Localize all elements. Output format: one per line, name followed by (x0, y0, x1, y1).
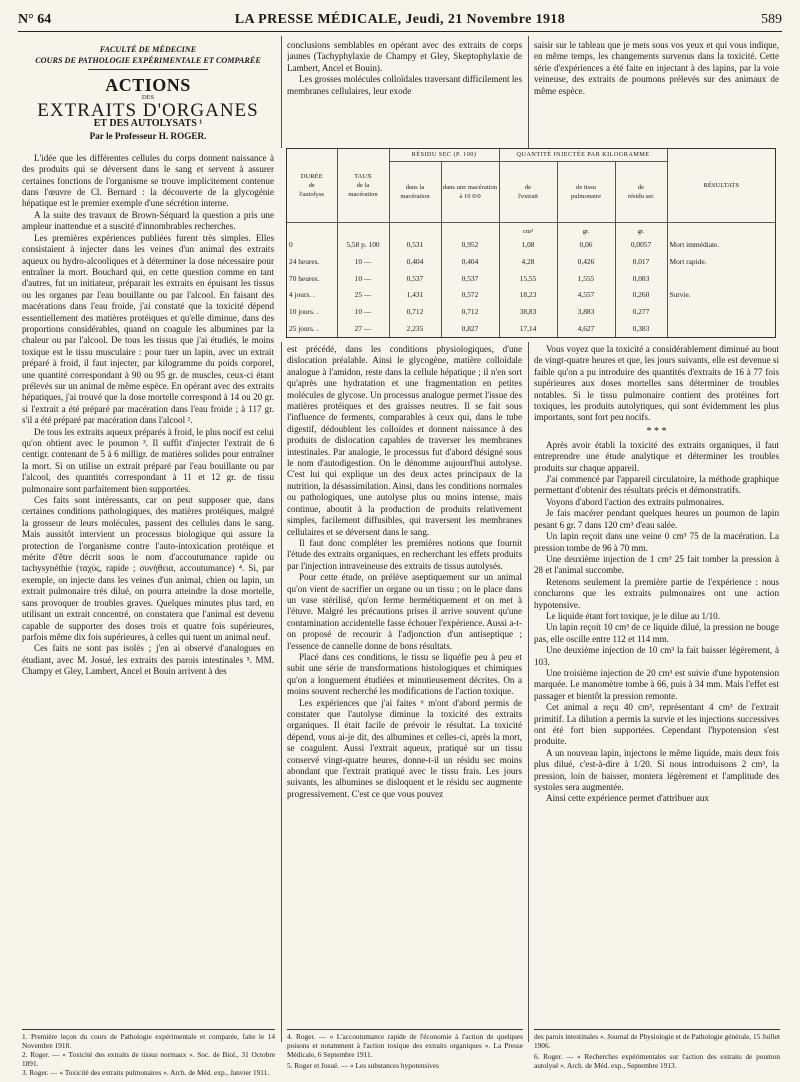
divider (88, 69, 208, 70)
table-cell: 0,827 (441, 320, 499, 337)
author-byline: Par le Professeur H. ROGER. (89, 131, 207, 142)
footnote-rule (534, 1029, 780, 1030)
paragraph: Je fais macérer pendant quelques heures un poumon de lapin pesant 6 gr. 7 dans 120 cm³ d'eau salée. (534, 508, 779, 530)
table-body (287, 236, 775, 337)
table-cell: 17,14 (499, 320, 557, 337)
column-3-top (534, 40, 780, 142)
paragraph: Vous voyez que la toxicité a considérablement diminué au bout de vingt-quatre heures et que, les jours suivants, elle est devenue si faible qu'on a pu introduire des quantités d'extraits de 16 à 77 fois supérieures aux doses mortelles sans déterminer de troubles notables. Si le tissu pulmonaire contient des protéines fort toxiques, les produits autolytiques, qui sont évidemment les plus importants, sont fort peu nocifs. (534, 344, 779, 423)
journal-title: LA PRESSE MÉDICALE, Jeudi, 21 Novembre 1918 (234, 12, 566, 27)
column-2 (287, 344, 523, 1024)
column-1 (22, 44, 275, 1026)
paragraph: saisir sur le tableau que je mets sous vos yeux et qui vous indique, en même temps, les changements survenus dans la toxicité. Cette série d'expériences a été faite en injectant à des lapins, par la voie veineuse, des extraits de poumons prélevés sur des animaux de même espèce. (534, 40, 779, 96)
col-header: à 10 0/0 (459, 192, 481, 200)
paragraph: Voyons d'abord l'action des extraits pulmonaires. (546, 496, 724, 507)
table-cell: 0,0057 (615, 236, 667, 253)
table-cell: 1,431 (389, 286, 441, 303)
paragraph: Il faut donc compléter les premières notions que fournit l'étude des extraits organiques, en recherchant les effets produits par l'injection intraveineuse des extraits de tissus autolysés. (287, 537, 522, 571)
footnote-rule (22, 1029, 275, 1030)
col-header: dans une macération (442, 183, 498, 191)
col-header: de la (356, 181, 370, 189)
table-cell: 2,235 (389, 320, 441, 337)
footnotes-col2 (287, 1032, 523, 1070)
paragraph: Cet animal a reçu 40 cm³, représentant 4 cm³ de l'extrait primitif. La dilution a permis la survie et les injections successives ont été fort bien supportées. Cependant l'hypotension s'est produite. (534, 702, 779, 747)
footnote: 1. Première leçon du cours de Pathologie expérimentale et comparée, faite le 14 Novembre 1918. (22, 1032, 275, 1050)
section-stars: * * * (646, 425, 667, 437)
col-header: résidu sec (627, 192, 655, 200)
unit-label: cm³ (499, 222, 557, 236)
paragraph: Les grosses molécules colloïdales traversant difficilement les membranes cellulaires, leur exode (287, 74, 522, 96)
table-cell: Survie. (669, 290, 691, 300)
paragraph: Un lapin reçoit dans une veine 0 cm³ 75 de la macération. La pression tombe de 96 à 70 mm. (534, 531, 779, 553)
footnote-rule (287, 1029, 523, 1030)
column-rule (528, 342, 529, 1042)
column-2-top (287, 40, 523, 142)
table-cell: 0,260 (615, 286, 667, 303)
table-cell: 70 heures. (287, 270, 337, 287)
paragraph: Après avoir établi la toxicité des extraits organiques, il faut entreprendre une étude analytique et déterminer les troubles produits sur chaque appareil. (534, 439, 779, 473)
table-cell: 0,017 (615, 253, 667, 270)
table-cell: 10 — (337, 253, 389, 270)
col-header: TAUX (354, 172, 372, 180)
table-cell: 5,58 p. 100 (337, 236, 389, 253)
footnote: 4. Roger. — « L'accoutumance rapide de l'économie à l'action de quelques poisons et notamment à l'action toxique des extraits organiques ». La Presse Médicale, 6 Septembre 1911. (287, 1032, 523, 1059)
table-cell: 0,712 (441, 303, 499, 320)
paragraph: Les expériences que j'ai faites ⁶ m'ont d'abord permis de constater que l'autolyse diminue la toxicité des extraits organiques. Il était facile de prévoir le résultat. La toxicité dépend, vous ai-je dit, des albumines et celles-ci, après la mort, se coagulent. Aussi l'extrait aqueux, pratiqué sur un tissu conservé vingt-quatre heures, donne-t-il un résidu sec moins abondant que l'extrait pratiqué avec le tissu frais. Les jours suivants, les albumines se disloquent et le résidu sec augmente progressivement. C'est ce que vous pouvez (287, 697, 522, 799)
footnote: 6. Roger. — « Recherches expérimentales sur l'action des extraits de poumon autolysé ». Arch. de Méd. exp., Septembre 1913. (534, 1052, 780, 1070)
paragraph: Ainsi cette expérience permet d'attribuer aux (546, 793, 709, 804)
paragraph: Pour cette étude, on prélève aseptiquement sur un animal qu'on vient de sacrifier un organe ou un tissu ; on le place dans un vase stérilisé, qu'on ferme hermétiquement et on met à l'étuve. Malgré les précautions prises il arrive souvent qu'une contamination accidentelle fasse échouer l'expérience. Aussi a-t-on proposé de recourir à l'adjonction d'un antiseptique ; l'essence de cannelle donne de bons résultats. (287, 572, 522, 651)
table-row (287, 286, 775, 303)
table-cell: 1,555 (557, 270, 615, 287)
paragraph: conclusions semblables en opérant avec des extraits de corps jaunes (Tachyphylaxie de Champy et Gley, Skeptophylaxie de Lambert, Ancel et Bouin). (287, 40, 522, 73)
table-cell: 0,426 (557, 253, 615, 270)
paragraph: Une troisième injection de 20 cm³ est suivie d'une hypotension marquée. Le manomètre tombe à 66, puis à 34 mm. Mais l'effet est passager et bientôt la pression remonte. (534, 667, 779, 701)
table-cell: 38,83 (499, 303, 557, 320)
page-header (18, 6, 782, 32)
unit-label: gr. (557, 222, 615, 236)
table-cell: 0,572 (441, 286, 499, 303)
table-cell: 10 jours. . (287, 303, 337, 320)
table-cell: 0 (287, 236, 337, 253)
article-title-3: ET DES AUTOLYSATS ¹ (93, 118, 203, 130)
table-cell: 0,952 (441, 236, 499, 253)
col-header: de tissu (576, 183, 596, 191)
table-cell: 4 jours. . (287, 286, 337, 303)
paragraph: A un nouveau lapin, injectons le même liquide, mais deux fois plus dilué, c'est-à-dire à 1/20. Si nous introduisons 2 cm³, la pression, loin de baisser, montera légèrement et l'amplitude des systoles sera augmentée. (534, 747, 779, 793)
footnote: 2. Roger. — « Toxicité des extraits de tissus normaux ». Soc. de Biol., 31 Octobre 1891. (22, 1050, 275, 1068)
paragraph: Les premières expériences publiées furent très simples. Elles consistaient à injecter dans les veines d'un animal des extraits aqueux ou hydro-alcooliques et à déterminer la dose nécessaire pour entraîner la mort. Bouchard qui, en cette question comme en tant d'autres, fut un initiateur, préparait les extraits en épuisant les tissus ou les organes par l'eau bouillante ou par l'alcool. En faisant des macérations dans l'eau froide, j'ai constaté que la toxicité dépend essentiellement des matières protéiques et qu'elle diminue, dans des proportions considérables, quand on coagule les albumines par la chaleur ou par l'alcool. De tous les tissus que j'ai étudiés, le moins toxique est le tissu musculaire : pour tuer un lapin, avec un extrait préparé à froid, il faut injecter, par kilogramme du poids corporel, une quantité correspondant à 90 ou 95 gr. de muscles, ceux-ci étant prélevés sur un animal de même espèce. En opérant avec des extraits hépatiques, j'ai trouvé que la dose mortelle correspond à 14 ou 20 gr. si l'extrait a été préparé par macération dans l'eau froide ; à 117 gr. s'il a été préparé par macération dans l'alcool ². (22, 232, 274, 426)
table-row (287, 320, 775, 337)
table-cell: 0,383 (615, 320, 667, 337)
table-cell: 3,883 (557, 303, 615, 320)
column-rule (281, 342, 282, 1042)
col-header: l'autolyse (299, 190, 325, 198)
paragraph: Ces faits ne sont pas isolés ; j'en ai observé d'analogues en étudiant, avec M. Josué, les extraits des parois intestinales ⁵. MM. Champy et Gley, Lambert, Ancel et Bouin arrivent à des (22, 643, 274, 677)
table-cell: 0,404 (441, 253, 499, 270)
table-cell: 4,28 (499, 253, 557, 270)
table-cell: 4,557 (557, 286, 615, 303)
table-cell (667, 270, 775, 287)
column-3 (534, 344, 780, 1026)
table-row (287, 303, 775, 320)
table-cell: 25 jours. . (287, 320, 337, 337)
paragraph: Ces faits sont intéressants, car on peut supposer que, dans certaines conditions pathologiques, des matières protéiques, malgré la grosseur de leurs molécules, passent des cellules dans le sang. Mais aussitôt intervient un processus biologique qui assure la protection de l'organisme contre l'auto-intoxication protéique et mérite d'être décrit sous le nom d'accoutumance rapide ou tachysynéthie (ταχύς, rapide ; συνήθεια, accoutumance) ⁴. Si, par exemple, on injecte dans les veines d'un animal, chien ou lapin, un extrait pulmonaire très dilué, on pourra atteindre la dose mortelle, sans provoquer de troubles graves. Quelques minutes plus tard, en utilisant un extrait concentré, on constatera que l'animal est devenu capable de supporter des doses trois et quatre fois supérieures, parfois même dix fois supérieures, à celles qui tuent un animal neuf. (22, 495, 274, 642)
table-cell: 0,404 (389, 253, 441, 270)
table-cell: 10 — (337, 303, 389, 320)
table-cell: 0,06 (557, 236, 615, 253)
paragraph: L'idée que les différentes cellules du corps donnent naissance à des produits qui se déversent dans le sang et servent à assurer certaines fonctions de l'organisme se trouve implicitement contenue dans l'œuvre de Cl. Bernard : la découverte de la glycogénie hépatique est le premier exemple d'une sécrétion interne. (22, 152, 274, 209)
table-cell: 1,08 (499, 236, 557, 253)
table-cell: Mort immédiate. (669, 239, 720, 249)
paragraph: Une deuxième injection de 10 cm³ la fait baisser légèrement, à 103. (534, 645, 779, 667)
table-cell (667, 320, 775, 337)
footnote: 3. Roger. — « Toxicité des extraits pulmonaires ». Arch. de Méd. exp., Janvier 1911. (22, 1068, 270, 1077)
col-group-header: QUANTITÉ INJECTÉE PAR KILOGRAMME (499, 149, 667, 161)
table-cell: 0,537 (389, 270, 441, 287)
footnotes-col1 (22, 1032, 275, 1077)
results-table (286, 148, 776, 338)
paragraph: Retenons seulement la première partie de l'expérience : nous conclurons que les extraits pulmonaires ont une action hypotensive. (534, 576, 779, 610)
paragraph: A la suite des travaux de Brown-Séquard la question a pris une ampleur inattendue et a suscité d'innombrables recherches. (22, 209, 274, 232)
table-cell: Mort rapide. (669, 256, 707, 266)
col-header: DURÉE (300, 172, 323, 180)
course-label: COURS DE PATHOLOGIE EXPÉRIMENTALE ET COMPARÉE (35, 56, 261, 66)
table-cell: 27 — (337, 320, 389, 337)
article-title-1: ACTIONS (105, 74, 191, 95)
column-rule (528, 36, 529, 148)
paragraph: Placé dans ces conditions, le tissu se liquéfie peu à peu et subit une série de transformations histologiques et chimiques qu'on a longuement étudiées et minutieusement décrites. On a moins souvent recherché les modifications de l'action toxique. (287, 651, 522, 697)
column-rule (281, 36, 282, 148)
paragraph: Un lapin reçoit 10 cm³ de ce liquide dilué, la pression ne bouge pas, elle oscille entre 112 et 114 mm. (534, 622, 779, 644)
issue-number: N° 64 (18, 12, 52, 27)
footnote: des parois intestinales ». Journal de Physiologie et de Pathologie générale, 15 Juillet 1906. (534, 1032, 780, 1050)
table-cell: 0,531 (389, 236, 441, 253)
col-header: de (524, 183, 532, 191)
table-cell (667, 303, 775, 320)
paragraph: est précédé, dans les conditions physiologiques, d'une dislocation préalable. Ainsi le glycogène, matière colloïdale analogue à l'amidon, reste dans la cellule hépatique ; il n'en sort qu'après une hydratation et une fragmentation en petites molécules de glycose. Un processus analogue permet l'issue des matières protéiques et des graisses neutres. Il se fait sous l'influence de ferments, comparables à ceux qui, dans le tube digestif, dédoublent les colloïdes et donnent naissance à des produits de dislocation capables de traverser les membranes intestinales. Par analogie, le processus fut d'abord désigné sous le nom d'autodigestion. On le dénomme aujourd'hui autolyse. C'est lui qui explique un des deux actes principaux de la nutrition, la désassimilation. Ainsi, dans les conditions normales ou pathologiques, une autolyse plus ou moins intense, mais continue, aboutit à la production de produits relativement simples, facilement diffusibles, qui traversent les membranes cellulaires et se déversent dans le sang. (287, 344, 522, 537)
footnote: 5. Roger et Josué. — « Les substances hypotensives (287, 1061, 439, 1070)
table-cell: 0,537 (441, 270, 499, 287)
table-row (287, 236, 775, 253)
paragraph: J'ai commencé par l'appareil circulatoire, la méthode graphique permettant d'obtenir des résultats précis et démonstratifs. (534, 474, 779, 496)
table-row (287, 270, 775, 287)
table-cell: 25 — (337, 286, 389, 303)
paragraph: De tous les extraits aqueux préparés à froid, le plus nocif est celui qu'on obtient avec le poumon ³. Il suffit d'injecter l'extrait de 6 centigr. contenant de 5 à 6 milligr. de matières solides pour entraîner la mort. Si on utilise un extrait préparé par l'eau bouillante ou par l'alcool, des quantités correspondant à 11 et 12 gr. de tissu pulmonaire sont parfaitement bien supportées. (22, 426, 274, 494)
footnotes-col3 (534, 1032, 780, 1070)
col-header: pulmonaire (570, 192, 602, 200)
article-title-des: DES (141, 94, 155, 102)
table-cell: 0,083 (615, 270, 667, 287)
col-group-header: RÉSIDU SEC (P. 100) (389, 149, 499, 161)
table-cell: 4,627 (557, 320, 615, 337)
table-cell: 0,712 (389, 303, 441, 320)
col-header: macération (348, 190, 378, 198)
faculty-label: FACULTÉ DE MÉDECINE (99, 45, 197, 54)
unit-label: gr. (615, 222, 667, 236)
table-cell: 18,23 (499, 286, 557, 303)
col-header: RÉSULTATS (667, 149, 775, 222)
table-cell: 15,55 (499, 270, 557, 287)
col-header: de (308, 181, 315, 189)
table-row (287, 253, 775, 270)
article-title-2: EXTRAITS D'ORGANES (37, 99, 259, 121)
table-cell: 10 — (337, 270, 389, 287)
col-header: dans la (405, 183, 425, 191)
col-header: macération (400, 192, 430, 200)
paragraph: Une deuxième injection de 1 cm³ 25 fait tomber la pression à 28 et l'animal succombe. (534, 553, 779, 576)
page-number: 589 (761, 12, 782, 27)
table-cell: 24 heures. (287, 253, 337, 270)
paragraph: Le liquide étant fort toxique, je le dilue au 1/10. (546, 610, 720, 621)
col-header: de (637, 183, 645, 191)
table-cell: 0,277 (615, 303, 667, 320)
col-header: l'extrait (518, 192, 538, 200)
